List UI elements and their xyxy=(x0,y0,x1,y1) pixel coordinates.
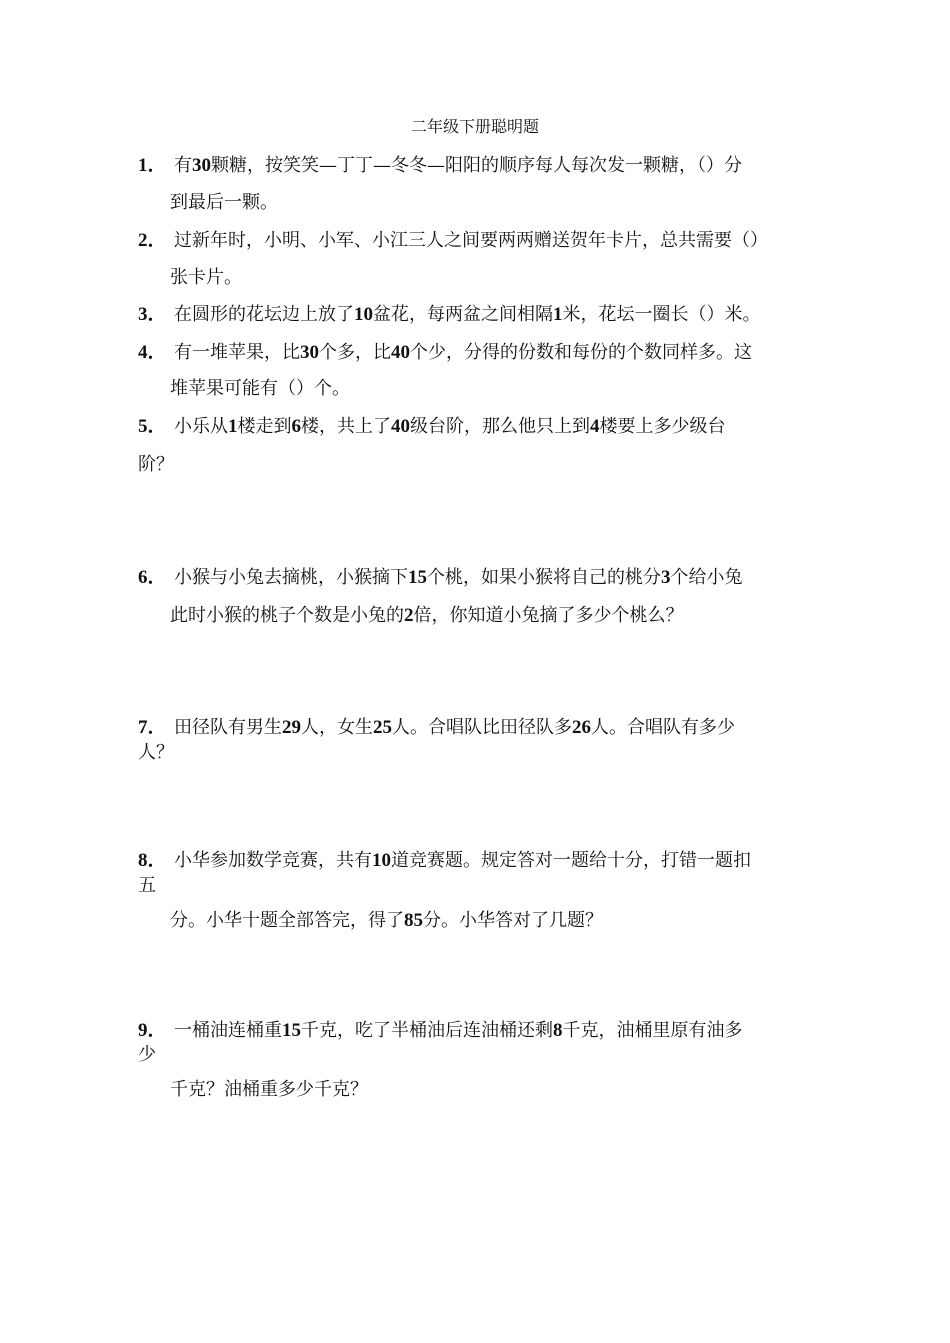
question-7: 7． 田径队有男生29人，女生25人。合唱队比田径队多26人。合唱队有多少 xyxy=(138,717,735,738)
question-number: 7． xyxy=(138,717,167,738)
question-8: 8． 小华参加数学竞赛，共有10道竞赛题。规定答对一题给十分，打错一题扣 xyxy=(138,850,751,871)
question-number: 1． xyxy=(138,155,167,176)
question-9-line-2: 少 xyxy=(138,1044,156,1065)
question-2-line-2: 张卡片。 xyxy=(170,267,242,288)
question-8-line-3: 分。小华十题全部答完，得了85分。小华答对了几题？ xyxy=(170,910,603,931)
question-2: 2． 过新年时，小明、小军、小江三人之间要两两赠送贺年卡片，总共需要（） xyxy=(138,230,768,251)
question-7-line-2: 人？ xyxy=(138,742,174,763)
question-6-line-2: 此时小猴的桃子个数是小兔的2倍，你知道小兔摘了多少个桃么？ xyxy=(170,605,684,626)
question-number: 3． xyxy=(138,304,167,325)
question-number: 8． xyxy=(138,850,167,871)
question-3: 3． 在圆形的花坛边上放了10盆花，每两盆之间相隔1米，花坛一圈长（）米。 xyxy=(138,304,761,325)
page-title: 二年级下册聪明题 xyxy=(410,117,539,136)
question-9-line-3: 千克？油桶重多少千克？ xyxy=(170,1079,368,1100)
question-4: 4． 有一堆苹果，比30个多，比40个少，分得的份数和每份的个数同样多。这 xyxy=(138,342,752,363)
question-number: 5． xyxy=(138,416,167,437)
question-5-line-2: 阶？ xyxy=(138,454,174,475)
question-number: 4． xyxy=(138,342,167,363)
question-9: 9． 一桶油连桶重15千克，吃了半桶油后连油桶还剩8千克，油桶里原有油多 xyxy=(138,1020,743,1041)
question-5: 5． 小乐从1楼走到6楼，共上了40级台阶，那么他只上到4楼要上多少级台 xyxy=(138,416,726,437)
question-4-line-2: 堆苹果可能有（）个。 xyxy=(170,378,350,399)
question-1-line-2: 到最后一颗。 xyxy=(170,192,278,213)
question-number: 6． xyxy=(138,567,167,588)
question-8-line-2: 五 xyxy=(138,875,156,896)
question-6: 6． 小猴与小兔去摘桃，小猴摘下15个桃，如果小猴将自己的桃分3个给小兔 xyxy=(138,567,743,588)
question-number: 9． xyxy=(138,1020,167,1041)
question-number: 2． xyxy=(138,230,167,251)
question-1: 1． 有30颗糖，按笑笑—丁丁—冬冬—阳阳的顺序每人每次发一颗糖，（）分 xyxy=(138,155,742,176)
